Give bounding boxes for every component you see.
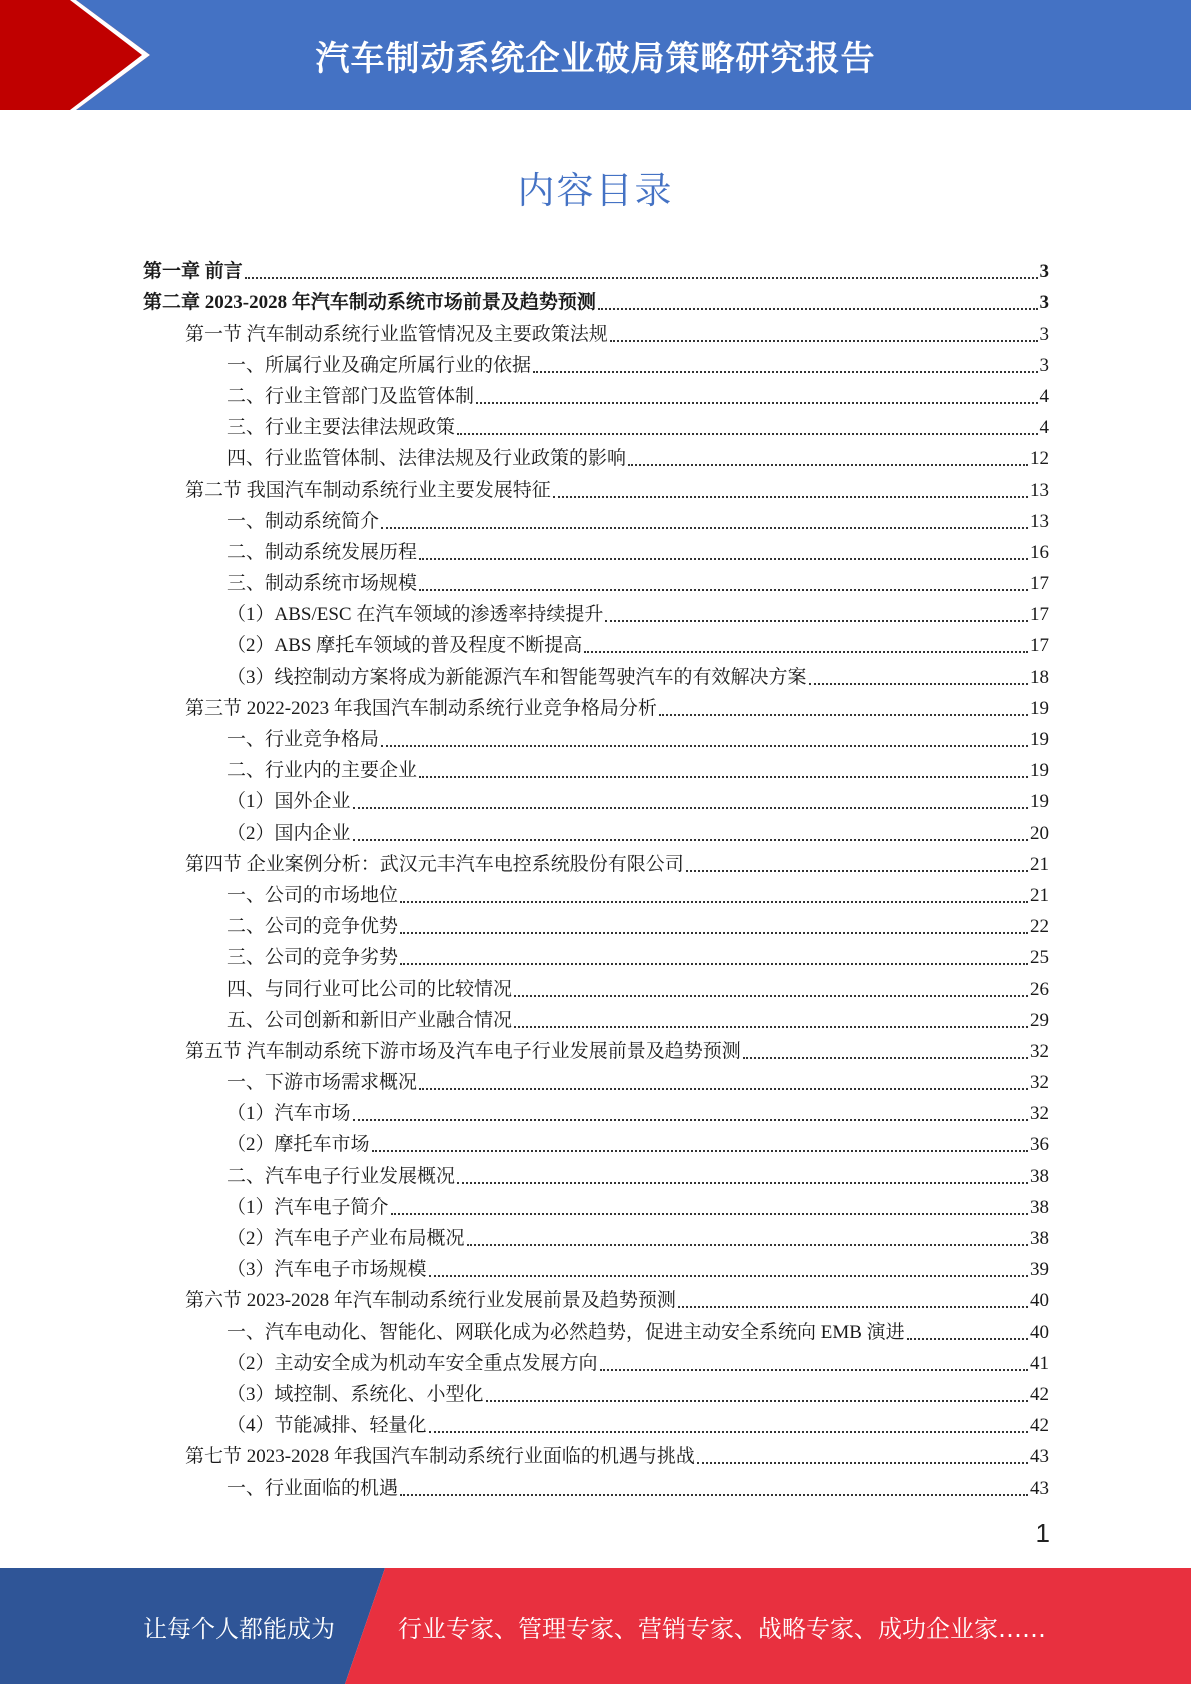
toc-entry-page: 4 <box>1039 417 1049 439</box>
toc-entry-page: 38 <box>1030 1165 1049 1187</box>
toc-entry-text: 二、行业内的主要企业 <box>227 760 418 782</box>
toc-entry-text: 三、公司的竞争劣势 <box>227 947 399 969</box>
table-of-contents <box>143 253 1049 1501</box>
toc-leader-dots <box>419 589 1028 591</box>
toc-entry-text: （2）摩托车市场 <box>227 1134 370 1156</box>
toc-leader-dots <box>659 714 1028 716</box>
toc-entry[interactable] <box>143 846 1049 877</box>
toc-entry-text: （1）汽车市场 <box>227 1103 351 1125</box>
toc-entry-text: （2）国内企业 <box>227 822 351 844</box>
toc-entry-page: 36 <box>1030 1134 1049 1156</box>
toc-entry-text: （3）汽车电子市场规模 <box>227 1259 427 1281</box>
toc-leader-dots <box>584 651 1028 653</box>
toc-entry[interactable] <box>143 1438 1049 1469</box>
toc-entry-page: 3 <box>1039 323 1049 345</box>
toc-entry-text: 第二节 我国汽车制动系统行业主要发展特征 <box>185 479 551 501</box>
toc-entry[interactable] <box>143 378 1049 409</box>
toc-entry[interactable] <box>143 1126 1049 1157</box>
toc-entry[interactable] <box>143 1251 1049 1282</box>
toc-leader-dots <box>429 1431 1028 1433</box>
toc-entry-text: （1）国外企业 <box>227 791 351 813</box>
toc-leader-dots <box>419 558 1028 560</box>
toc-entry-page: 3 <box>1039 354 1049 376</box>
toc-entry[interactable] <box>143 471 1049 502</box>
toc-entry-text: 一、行业竞争格局 <box>227 729 380 750</box>
toc-leader-dots <box>400 1494 1028 1496</box>
toc-entry-page: 13 <box>1030 479 1049 501</box>
toc-entry-page: 3 <box>1039 261 1049 283</box>
toc-entry-text: 二、制动系统发展历程 <box>227 541 418 563</box>
toc-entry[interactable] <box>143 440 1049 471</box>
toc-leader-dots <box>743 1057 1028 1059</box>
toc-leader-dots <box>245 277 1038 279</box>
toc-entry-page: 18 <box>1030 666 1049 688</box>
toc-entry[interactable] <box>143 721 1049 752</box>
toc-entry-page: 38 <box>1030 1196 1049 1218</box>
toc-entry-text: 第六节 2023-2028 年汽车制动系统行业发展前景及趋势预测 <box>185 1290 676 1312</box>
toc-entry[interactable] <box>143 690 1049 721</box>
report-header <box>0 0 1191 110</box>
toc-leader-dots <box>353 839 1028 841</box>
toc-entry[interactable] <box>143 877 1049 908</box>
footer-slogan-right: 行业专家、管理专家、营销专家、战略专家、成功企业家…… <box>398 1614 1046 1643</box>
toc-entry-text: 三、行业主要法律法规政策 <box>227 417 456 439</box>
toc-leader-dots <box>372 1150 1028 1152</box>
toc-entry-text: 一、制动系统简介 <box>227 510 380 532</box>
toc-leader-dots <box>419 776 1028 778</box>
toc-entry-page: 17 <box>1030 635 1049 657</box>
toc-entry-page: 22 <box>1030 916 1049 938</box>
toc-leader-dots <box>628 464 1028 466</box>
toc-entry-text: （1）汽车电子简介 <box>227 1196 389 1218</box>
toc-leader-dots <box>381 527 1028 529</box>
toc-entry[interactable] <box>143 814 1049 845</box>
toc-entry-page: 17 <box>1030 604 1049 626</box>
toc-entry-text: （1）ABS/ESC 在汽车领域的渗透率持续提升 <box>227 604 604 626</box>
toc-leader-dots <box>391 1213 1028 1215</box>
toc-leader-dots <box>686 870 1028 872</box>
toc-entry-page: 25 <box>1030 947 1049 969</box>
toc-leader-dots <box>678 1306 1028 1308</box>
toc-entry[interactable] <box>143 1469 1049 1500</box>
toc-leader-dots <box>467 1244 1028 1246</box>
toc-entry[interactable] <box>143 783 1049 814</box>
toc-leader-dots <box>600 1369 1028 1371</box>
toc-entry-text: 第一节 汽车制动系统行业监管情况及主要政策法规 <box>185 323 608 345</box>
toc-entry-page: 19 <box>1030 791 1049 813</box>
toc-entry-page: 4 <box>1039 385 1049 407</box>
toc-entry-text: 四、行业监管体制、法律法规及行业政策的影响 <box>227 448 627 470</box>
toc-leader-dots <box>476 402 1037 404</box>
toc-entry-page: 19 <box>1030 697 1049 719</box>
toc-entry-text: （2）ABS 摩托车领域的普及程度不断提高 <box>227 635 583 657</box>
toc-entry[interactable] <box>143 970 1049 1001</box>
toc-leader-dots <box>514 1026 1028 1028</box>
toc-leader-dots <box>400 963 1028 965</box>
toc-entry-page: 16 <box>1030 541 1049 563</box>
toc-entry-page: 21 <box>1030 853 1049 875</box>
toc-entry[interactable] <box>143 1407 1049 1438</box>
toc-entry-page: 41 <box>1030 1352 1049 1374</box>
toc-entry-page: 39 <box>1030 1259 1049 1281</box>
toc-entry-page: 32 <box>1030 1103 1049 1125</box>
toc-entry-text: 一、下游市场需求概况 <box>227 1072 418 1094</box>
page-number: 1 <box>1035 1518 1050 1548</box>
toc-leader-dots <box>400 932 1028 934</box>
toc-entry-page: 40 <box>1030 1321 1049 1343</box>
toc-entry-text: 三、制动系统市场规模 <box>227 573 418 595</box>
toc-entry-text: 五、公司创新和新旧产业融合情况 <box>227 1009 513 1031</box>
toc-entry-text: 一、汽车电动化、智能化、网联化成为必然趋势，促进主动安全系统向 EMB 演进 <box>227 1321 905 1343</box>
toc-entry[interactable] <box>143 1282 1049 1313</box>
toc-entry-page: 38 <box>1030 1228 1049 1249</box>
toc-leader-dots <box>598 308 1038 310</box>
report-title: 汽车制动系统企业破局策略研究报告 <box>315 38 876 79</box>
toc-leader-dots <box>353 807 1028 809</box>
toc-entry[interactable] <box>143 1220 1049 1251</box>
toc-entry-text: 四、与同行业可比公司的比较情况 <box>227 978 513 1000</box>
toc-entry-page: 12 <box>1030 448 1049 470</box>
toc-entry-page: 21 <box>1030 884 1049 906</box>
toc-leader-dots <box>553 496 1028 498</box>
toc-entry-text: 第三节 2022-2023 年我国汽车制动系统行业竞争格局分析 <box>185 697 657 719</box>
toc-entry-page: 43 <box>1030 1477 1049 1499</box>
toc-entry[interactable] <box>143 1189 1049 1220</box>
toc-entry-text: （3）域控制、系统化、小型化 <box>227 1383 484 1405</box>
toc-entry[interactable] <box>143 1157 1049 1188</box>
toc-entry-text: 第五节 汽车制动系统下游市场及汽车电子行业发展前景及趋势预测 <box>185 1040 741 1062</box>
toc-entry-page: 43 <box>1030 1446 1049 1468</box>
toc-entry-text: 第四节 企业案例分析：武汉元丰汽车电控系统股份有限公司 <box>185 853 684 875</box>
toc-entry-text: （2）主动安全成为机动车安全重点发展方向 <box>227 1352 598 1374</box>
toc-entry-page: 20 <box>1030 822 1049 844</box>
toc-entry-text: 二、行业主管部门及监管体制 <box>227 385 475 407</box>
toc-leader-dots <box>514 995 1028 997</box>
toc-entry-page: 42 <box>1030 1415 1049 1437</box>
toc-entry-page: 17 <box>1030 573 1049 595</box>
toc-entry[interactable] <box>143 752 1049 783</box>
toc-entry[interactable] <box>143 409 1049 440</box>
toc-entry-text: （3）线控制动方案将成为新能源汽车和智能驾驶汽车的有效解决方案 <box>227 666 807 688</box>
toc-entry[interactable] <box>143 658 1049 689</box>
toc-leader-dots <box>457 433 1037 435</box>
toc-entry[interactable] <box>143 315 1049 346</box>
toc-entry-page: 19 <box>1030 729 1049 750</box>
toc-entry-page: 19 <box>1030 760 1049 782</box>
toc-leader-dots <box>486 1400 1028 1402</box>
toc-entry[interactable] <box>143 1376 1049 1407</box>
toc-entry-page: 3 <box>1039 292 1049 314</box>
toc-entry-text: 一、所属行业及确定所属行业的依据 <box>227 354 532 376</box>
toc-entry-page: 40 <box>1030 1290 1049 1312</box>
toc-leader-dots <box>400 901 1028 903</box>
toc-entry[interactable] <box>143 627 1049 658</box>
toc-entry[interactable] <box>143 1033 1049 1064</box>
toc-leader-dots <box>353 1119 1028 1121</box>
toc-entry[interactable] <box>143 253 1049 284</box>
toc-entry-text: 第二章 2023-2028 年汽车制动系统市场前景及趋势预测 <box>143 292 596 314</box>
toc-entry-text: 一、行业面临的机遇 <box>227 1477 399 1499</box>
toc-entry[interactable] <box>143 1313 1049 1344</box>
toc-entry[interactable] <box>143 1095 1049 1126</box>
toc-entry-text: 一、公司的市场地位 <box>227 884 399 906</box>
toc-entry-page: 13 <box>1030 510 1049 532</box>
report-footer <box>0 1568 1191 1684</box>
toc-leader-dots <box>429 1275 1028 1277</box>
toc-leader-dots <box>809 683 1028 685</box>
toc-leader-dots <box>697 1462 1028 1464</box>
toc-entry-page: 32 <box>1030 1040 1049 1062</box>
toc-entry[interactable] <box>143 596 1049 627</box>
toc-entry-page: 29 <box>1030 1009 1049 1031</box>
toc-entry[interactable] <box>143 534 1049 565</box>
toc-entry-text: （2）汽车电子产业布局概况 <box>227 1228 465 1249</box>
toc-entry[interactable] <box>143 347 1049 378</box>
toc-entry[interactable] <box>143 908 1049 939</box>
toc-leader-dots <box>605 620 1028 622</box>
toc-leader-dots <box>610 340 1038 342</box>
toc-leader-dots <box>381 745 1028 747</box>
footer-slogan-left: 让每个人都能成为 <box>143 1614 335 1643</box>
toc-heading: 内容目录 <box>517 169 674 212</box>
toc-entry-text: 二、公司的竞争优势 <box>227 916 399 938</box>
toc-entry-page: 26 <box>1030 978 1049 1000</box>
toc-entry-text: 第一章 前言 <box>143 261 243 283</box>
toc-entry[interactable] <box>143 939 1049 970</box>
toc-leader-dots <box>907 1338 1028 1340</box>
toc-entry[interactable] <box>143 565 1049 596</box>
toc-entry-page: 42 <box>1030 1383 1049 1405</box>
toc-entry[interactable] <box>143 1002 1049 1033</box>
toc-leader-dots <box>533 371 1037 373</box>
toc-entry[interactable] <box>143 503 1049 534</box>
toc-entry[interactable] <box>143 1064 1049 1095</box>
toc-entry-text: （4）节能减排、轻量化 <box>227 1415 427 1437</box>
toc-entry[interactable] <box>143 284 1049 315</box>
toc-entry[interactable] <box>143 1345 1049 1376</box>
toc-leader-dots <box>419 1088 1028 1090</box>
toc-entry-page: 32 <box>1030 1072 1049 1094</box>
toc-leader-dots <box>457 1182 1028 1184</box>
toc-entry-text: 二、汽车电子行业发展概况 <box>227 1165 456 1187</box>
toc-entry-text: 第七节 2023-2028 年我国汽车制动系统行业面临的机遇与挑战 <box>185 1446 695 1468</box>
